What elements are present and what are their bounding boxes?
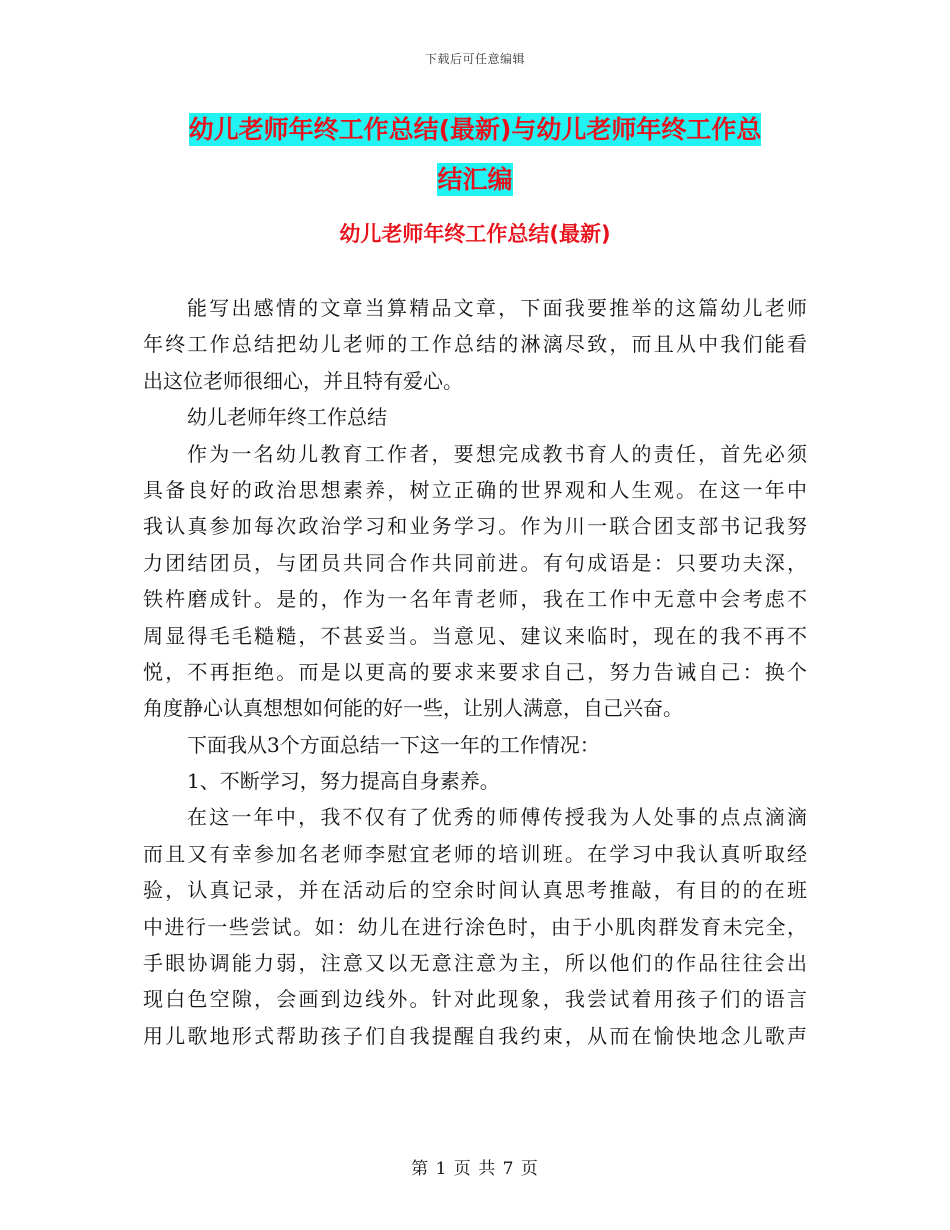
paragraph-line: 中进行一些尝试。如：幼儿在进行涂色时，由于小肌肉群发育未完全，	[143, 914, 807, 939]
paragraph-line: 具备良好的政治思想素养，树立正确的世界观和人生观。在这一年中	[143, 477, 807, 502]
document-title-line-1: 幼儿老师年终工作总结(最新)与幼儿老师年终工作总	[188, 115, 762, 144]
paragraph-line: 周显得毛毛糙糙，不甚妥当。当意见、建议来临时，现在的我不再不	[143, 623, 807, 648]
paragraph-line: 力团结团员，与团员共同合作共同前进。有句成语是：只要功夫深，	[143, 550, 807, 575]
paragraph-line: 能写出感情的文章当算精品文章，下面我要推举的这篇幼儿老师	[187, 296, 807, 320]
paragraph-line: 幼儿老师年终工作总结	[187, 405, 387, 430]
page-header-note: 下载后可任意编辑	[424, 52, 525, 66]
paragraph-line: 年终工作总结把幼儿老师的工作总结的淋漓尽致，而且从中我们能看	[143, 332, 807, 357]
paragraph-line: 验，认真记录，并在活动后的空余时间认真思考推敲，有目的的在班	[143, 878, 807, 903]
body-text	[143, 290, 807, 1054]
paragraph-line: 角度静心认真想想如何能的好一些，让别人满意，自己兴奋。	[143, 696, 683, 721]
paragraph-line: 手眼协调能力弱，注意又以无意注意为主，所以他们的作品往往会出	[143, 951, 807, 976]
paragraph-line: 下面我从3个方面总结一下这一年的工作情况：	[187, 732, 600, 757]
paragraph-line: 我认真参加每次政治学习和业务学习。作为川一联合团支部书记我努	[143, 514, 807, 539]
paragraph-line: 作为一名幼儿教育工作者，要想完成教书育人的责任，首先必须	[187, 441, 807, 466]
document-title-line-2: 结汇编	[437, 165, 513, 194]
paragraph-line: 1、不断学习，努力提高自身素养。	[187, 769, 500, 794]
paragraph-line: 出这位老师很细心，并且特有爱心。	[143, 368, 463, 393]
section-title: 幼儿老师年终工作总结(最新)	[339, 222, 611, 246]
paragraph-line: 现白色空隙，会画到边线外。针对此现象，我尝试着用孩子们的语言	[143, 987, 807, 1012]
paragraph-line: 悦，不再拒绝。而是以更高的要求来要求自己，努力告诫自己：换个	[143, 659, 807, 684]
document-title	[140, 105, 810, 205]
page-number: 第 1 页 共 7 页	[411, 1159, 539, 1179]
paragraph-line: 用儿歌地形式帮助孩子们自我提醒自我约束，从而在愉快地念儿歌声	[143, 1023, 807, 1048]
paragraph-line: 在这一年中，我不仅有了优秀的师傅传授我为人处事的点点滴滴	[187, 805, 807, 830]
paragraph-line: 而且又有幸参加名老师李慰宜老师的培训班。在学习中我认真听取经	[143, 841, 807, 866]
paragraph-line: 铁杵磨成针。是的，作为一名年青老师，我在工作中无意中会考虑不	[143, 587, 807, 612]
